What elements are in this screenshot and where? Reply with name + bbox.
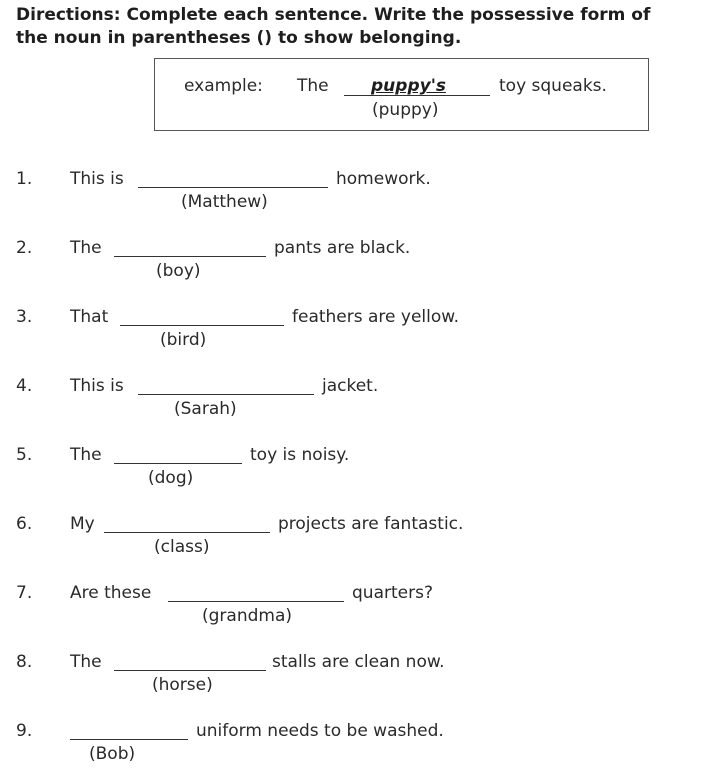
question-before-text: My — [70, 514, 95, 534]
question-after-text: uniform needs to be washed. — [196, 721, 444, 741]
question-number: 3. — [16, 307, 33, 327]
question-before-text: Are these — [70, 583, 152, 603]
question-before-text: The — [70, 652, 102, 672]
question-after-text: jacket. — [322, 376, 379, 396]
question-after-text: feathers are yellow. — [292, 307, 460, 327]
question-number: 5. — [16, 445, 33, 465]
question-hint: (Sarah) — [174, 399, 237, 419]
answer-blank[interactable] — [104, 532, 270, 533]
answer-blank[interactable] — [168, 601, 344, 602]
question-before-text: This is — [70, 169, 124, 189]
answer-blank[interactable] — [114, 670, 266, 671]
question-after-text: stalls are clean now. — [272, 652, 445, 672]
question-before-text: The — [70, 238, 102, 258]
example-hint: (puppy) — [372, 100, 439, 120]
question-hint: (Matthew) — [181, 192, 268, 212]
question-after-text: homework. — [336, 169, 431, 189]
question-after-text: pants are black. — [274, 238, 411, 258]
question-hint: (boy) — [156, 261, 201, 281]
question-hint: (Bob) — [89, 744, 136, 764]
answer-blank[interactable] — [120, 325, 284, 326]
question-number: 6. — [16, 514, 33, 534]
question-before-text: The — [70, 445, 102, 465]
question-before-text: That — [70, 307, 109, 327]
question-number: 7. — [16, 583, 33, 603]
example-answer: puppy's — [371, 76, 447, 96]
directions — [16, 4, 722, 50]
example-label: example: — [184, 76, 263, 96]
question-after-text: quarters? — [352, 583, 433, 603]
question-hint: (bird) — [160, 330, 207, 350]
example-before-text: The — [297, 76, 329, 96]
question-number: 9. — [16, 721, 33, 741]
answer-blank[interactable] — [114, 256, 266, 257]
question-before-text: This is — [70, 376, 124, 396]
question-number: 4. — [16, 376, 33, 396]
directions-line-2: the noun in parentheses () to show belonging. — [16, 28, 462, 48]
question-hint: (grandma) — [202, 606, 293, 626]
question-number: 8. — [16, 652, 33, 672]
question-number: 2. — [16, 238, 33, 258]
answer-blank[interactable] — [70, 739, 188, 740]
answer-blank[interactable] — [138, 187, 328, 188]
example-after-text: toy squeaks. — [499, 76, 607, 96]
question-hint: (dog) — [148, 468, 194, 488]
question-after-text: toy is noisy. — [250, 445, 350, 465]
question-after-text: projects are fantastic. — [278, 514, 464, 534]
question-number: 1. — [16, 169, 33, 189]
question-hint: (horse) — [152, 675, 213, 695]
question-hint: (class) — [154, 537, 210, 557]
answer-blank[interactable] — [138, 394, 314, 395]
answer-blank[interactable] — [114, 463, 242, 464]
directions-line-1: Directions: Complete each sentence. Write the possessive form of — [16, 5, 651, 25]
